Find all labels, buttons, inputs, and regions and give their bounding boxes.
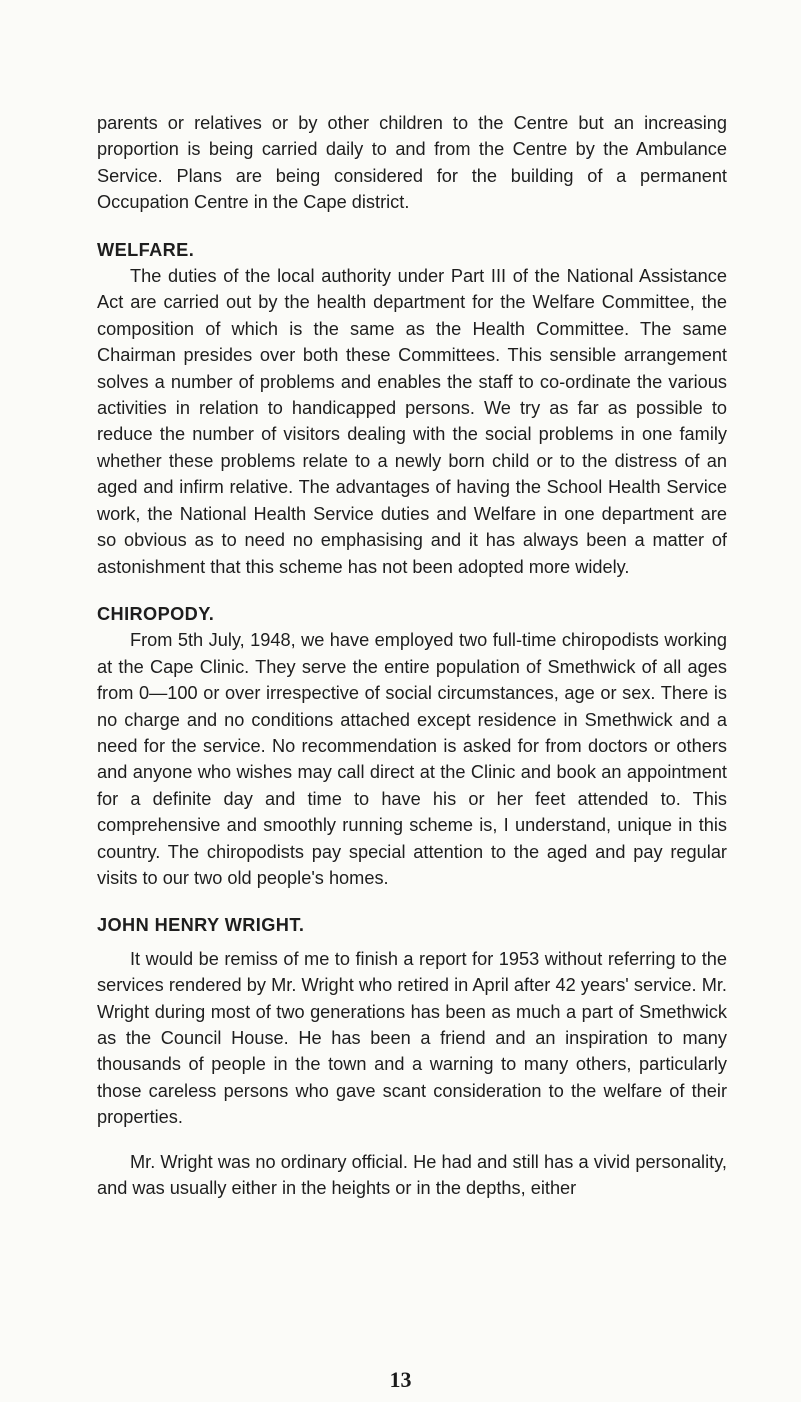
report-page — [97, 110, 727, 1201]
intro-paragraph: parents or relatives or by other children to the Centre but an increasing proportion is being carried daily to and from the Centre by the Ambulance Service. Plans are being considered for the building of a permanent Occupation Centre in the Cape district. — [97, 113, 727, 213]
chiropody-paragraph: From 5th July, 1948, we have employed two full-time chiropodists working at the Cape Clinic. They serve the entire population of Smethwick of all ages from 0—100 or over irrespective of social circumstances, age or sex. There is no charge and no conditions attached except residence in Smethwick and a need for the service. No recommendation is asked for from doctors or others and anyone who wishes may call direct at the Clinic and book an appointment for a definite day and time to have his or her feet attended to. This comprehensive and smoothly running scheme is, I understand, unique in this country. The chiropodists pay special attention to the aged and pay regular visits to our two old people's homes. — [97, 630, 727, 888]
wright-heading: JOHN HENRY WRIGHT. — [97, 915, 305, 936]
welfare-heading: WELFARE. — [97, 239, 195, 260]
wright-paragraph-1: It would be remiss of me to finish a report for 1953 without referring to the services rendered by Mr. Wright who retired in April after 42 years' service. Mr. Wright during most of two generations has been as much a part of Smethwick as the Council House. He has been a friend and an inspiration to many thousands of people in the town and a warning to many others, particularly those careless persons who gave scant consideration to the welfare of their properties. — [97, 948, 727, 1128]
wright-paragraph-2: Mr. Wright was no ordinary official. He had and still has a vivid personality, and was usually either in the heights or in the depths, either — [97, 1151, 727, 1199]
page-number: 13 — [389, 1367, 412, 1392]
chiropody-heading: CHIROPODY. — [97, 603, 215, 624]
welfare-paragraph: The duties of the local authority under Part III of the National Assistance Act are carried out by the health department for the Welfare Committee, the composition of which is the same as the Health Committee. The same Chairman presides over both these Committees. This sensible arrangement solves a number of problems and enables the staff to co-ordinate the various activities in relation to handicapped persons. We try as far as possible to reduce the number of visitors dealing with the social problems in one family whether these problems relate to a newly born child or to the distress of an aged and infirm relative. The advantages of having the School Health Service work, the National Health Service duties and Welfare in one department are so obvious as to need no emphasising and it has always been a matter of astonishment that this scheme has not been adopted more widely. — [97, 266, 727, 577]
